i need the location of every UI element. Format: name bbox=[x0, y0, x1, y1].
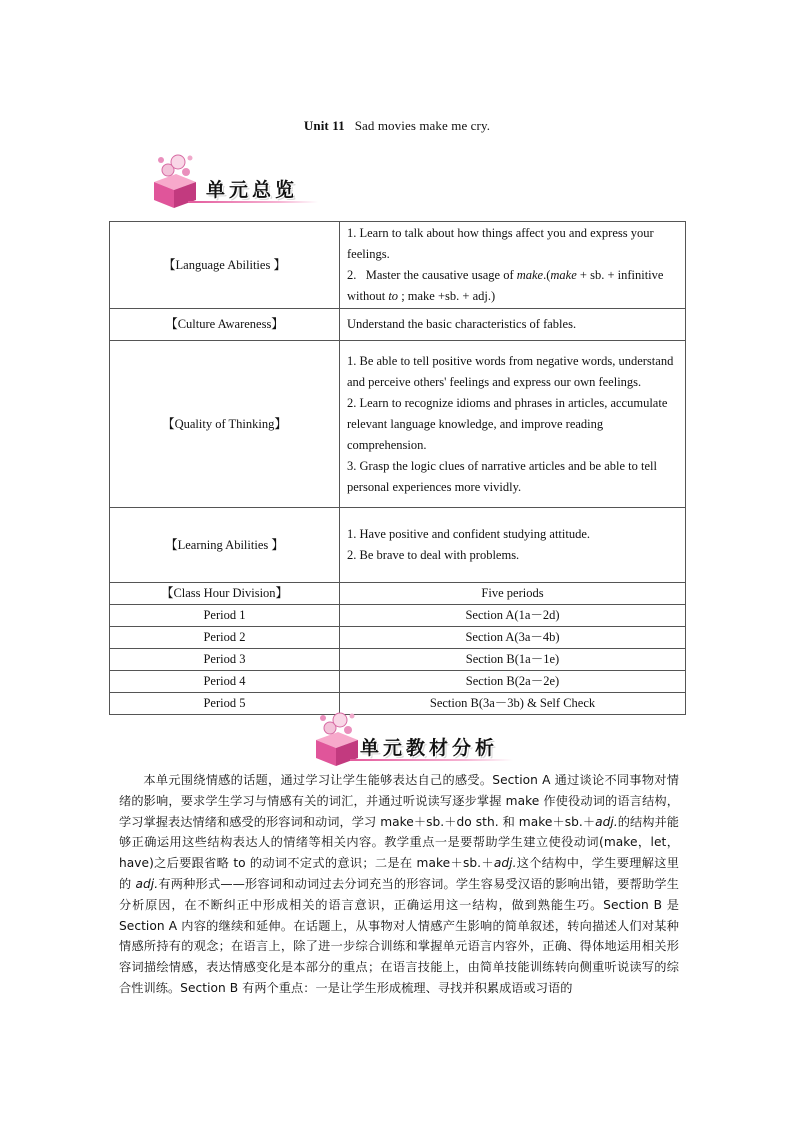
period-section: Section B(2a－2e) bbox=[340, 671, 686, 693]
period-label: Period 3 bbox=[110, 649, 340, 671]
row-label: 【Quality of Thinking】 bbox=[110, 341, 340, 508]
table-row bbox=[110, 605, 686, 627]
row-content bbox=[340, 222, 686, 309]
ability-line: 1. Have positive and confident studying attitude. bbox=[347, 527, 591, 541]
table-row bbox=[110, 309, 686, 341]
ability-line: 3. Grasp the logic clues of narrative articles and be able to tell personal experiences more vividly. bbox=[347, 458, 657, 494]
table-row bbox=[110, 222, 686, 309]
unit-overview-table bbox=[109, 221, 686, 715]
period-section: Section B(3a－3b) & Self Check bbox=[340, 693, 686, 715]
period-section: Section B(1a－1e) bbox=[340, 649, 686, 671]
row-label: 【Culture Awareness】 bbox=[110, 309, 340, 341]
period-label: Period 1 bbox=[110, 605, 340, 627]
row-label: 【Learning Abilities 】 bbox=[110, 508, 340, 583]
ability-line: 2. Be brave to deal with problems. bbox=[347, 548, 520, 562]
period-section: Section A(3a－4b) bbox=[340, 627, 686, 649]
section-banner-overview bbox=[146, 148, 316, 210]
unit-name: Sad movies make me cry. bbox=[354, 118, 491, 133]
section-title-overview: 单元总览 bbox=[206, 179, 299, 201]
table-row bbox=[110, 341, 686, 508]
table-row bbox=[110, 671, 686, 693]
table-row bbox=[110, 649, 686, 671]
unit-title bbox=[0, 118, 794, 134]
row-label: 【Class Hour Division】 bbox=[110, 583, 340, 605]
ability-line: 2. Learn to recognize idioms and phrases in articles, accumulate relevant language knowledge, and improve reading comprehension. bbox=[347, 395, 668, 452]
table-row bbox=[110, 627, 686, 649]
period-label: Period 2 bbox=[110, 627, 340, 649]
period-label: Period 4 bbox=[110, 671, 340, 693]
unit-number: Unit 11 bbox=[303, 118, 345, 133]
ability-line: 2. Master the causative usage of make.(make + sb. + infinitive without to ; make +sb. + adj.) bbox=[347, 268, 664, 303]
table-row bbox=[110, 583, 686, 605]
analysis-paragraph: 本单元围绕情感的话题，通过学习让学生能够表达自己的感受。Section A 通过谈论不同事物对情绪的影响，要求学生学习与情感有关的词汇，并通过听说读写逐步掌握 make 作使役动词的语言结构，学习掌握表达情绪和感受的形容词和动词，学习 make＋sb.＋do sth. 和 make＋sb.＋adj.的结构并能够正确运用这些结构表达人的情绪等相关内容。教学重点一是要帮助学生建立使役动词(make，let，have)之后要跟省略 to 的动词不定式的意识；二是在 make＋sb.＋adj.这个结构中，学生要理解这里的 adj.有两种形式——形容词和动词过去分词充当的形容词。学生容易受汉语的影响出错，要帮助学生分析原因，在不断纠正中形成相关的语言意识，正确运用这一结构，做到熟能生巧。Section B 是 Section A 内容的继续和延伸。在话题上，从事物对人情感产生影响的简单叙述，转向描述人们对某种情感所持有的观念；在语言上，除了进一步综合训练和掌握单元语言内容外，正确、得体地运用相关形容词描绘情感，表达情感变化是本部分的重点；在语言技能上，由简单技能训练转向侧重听说读写的综合性训练。Section B 有两个重点：一是让学生形成梳理、寻找并积累成语或习语的 bbox=[119, 773, 680, 995]
row-content bbox=[340, 508, 686, 583]
row-label: 【Language Abilities 】 bbox=[110, 222, 340, 309]
section-banner-analysis bbox=[308, 706, 513, 768]
row-content: Understand the basic characteristics of fables. bbox=[340, 309, 686, 341]
row-content: Five periods bbox=[340, 583, 686, 605]
period-label: Period 5 bbox=[110, 693, 340, 715]
ability-line: 1. Learn to talk about how things affect you and express your feelings. bbox=[347, 226, 654, 261]
row-content bbox=[340, 341, 686, 508]
ability-line: 1. Be able to tell positive words from negative words, understand and perceive others' feelings and express our own feelings. bbox=[347, 353, 674, 389]
table-row bbox=[110, 508, 686, 583]
section-title-analysis: 单元教材分析 bbox=[360, 737, 499, 759]
period-section: Section A(1a－2d) bbox=[340, 605, 686, 627]
